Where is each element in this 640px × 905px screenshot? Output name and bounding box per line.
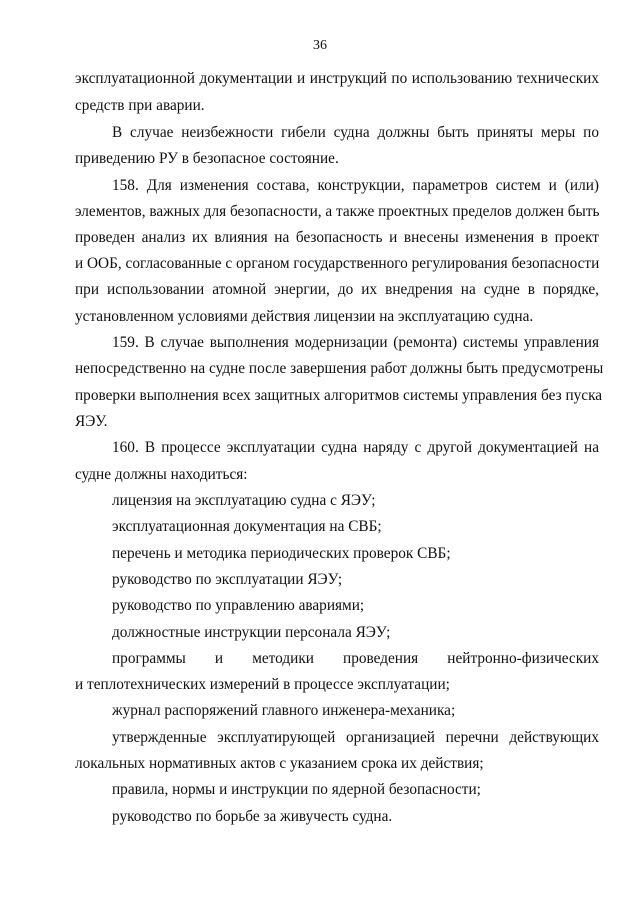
text-line: и теплотехнических измерений в процессе эксплуатации; [75,676,450,693]
text-line: 159. В случае выполнения модернизации (ремонта) системы управления [112,334,599,351]
text-line: 160. В процессе эксплуатации судна наряду с другой документацией на [112,439,599,456]
list-item: руководство по эксплуатации ЯЭУ; [112,571,343,588]
list-item: программы и методики проведения нейтронно-физических [112,650,599,667]
text-line: ЯЭУ. [75,413,108,430]
text-line: установленном условиями действия лицензии на эксплуатацию судна. [75,308,534,325]
text-line: непосредственно на судне после завершения работ должны быть предусмотрены [75,360,604,377]
text-line: 158. Для изменения состава, конструкции, параметров систем и (или) [112,177,599,194]
list-item: утвержденные эксплуатирующей организацией перечни действующих [112,729,599,746]
list-item: руководство по борьбе за живучесть судна. [112,808,393,825]
list-item: перечень и методика периодических проверок СВБ; [112,545,451,562]
list-item: журнал распоряжений главного инженера-механика; [112,702,456,719]
list-item: лицензия на эксплуатацию судна с ЯЭУ; [112,492,376,509]
text-line: и ООБ, согласованные с органом государственного регулирования безопасности [75,255,600,272]
text-line: судне должны находиться: [75,466,248,483]
page-number: 36 [313,38,327,53]
text-line: проверки выполнения всех защитных алгоритмов системы управления без пуска [75,387,603,404]
text-line: средств при аварии. [75,97,205,114]
text-line: проведен анализ их влияния на безопасность и внесены изменения в проект [75,229,599,246]
list-item: эксплуатационная документация на СВБ; [112,518,382,535]
text-line: В случае неизбежности гибели судна должны быть приняты меры по [112,124,599,141]
text-line: приведению РУ в безопасное состояние. [75,150,339,167]
text-line: локальных нормативных актов с указанием срока их действия; [75,755,484,772]
text-line: элементов, важных для безопасности, а также проектных пределов должен быть [75,203,600,220]
text-line: при использовании атомной энергии, до их внедрения на судне в порядке, [75,281,599,298]
list-item: руководство по управлению авариями; [112,597,365,614]
text-line: эксплуатационной документации и инструкций по использованию технических [75,70,599,87]
list-item: должностные инструкции персонала ЯЭУ; [112,624,391,641]
list-item: правила, нормы и инструкции по ядерной безопасности; [112,781,481,798]
